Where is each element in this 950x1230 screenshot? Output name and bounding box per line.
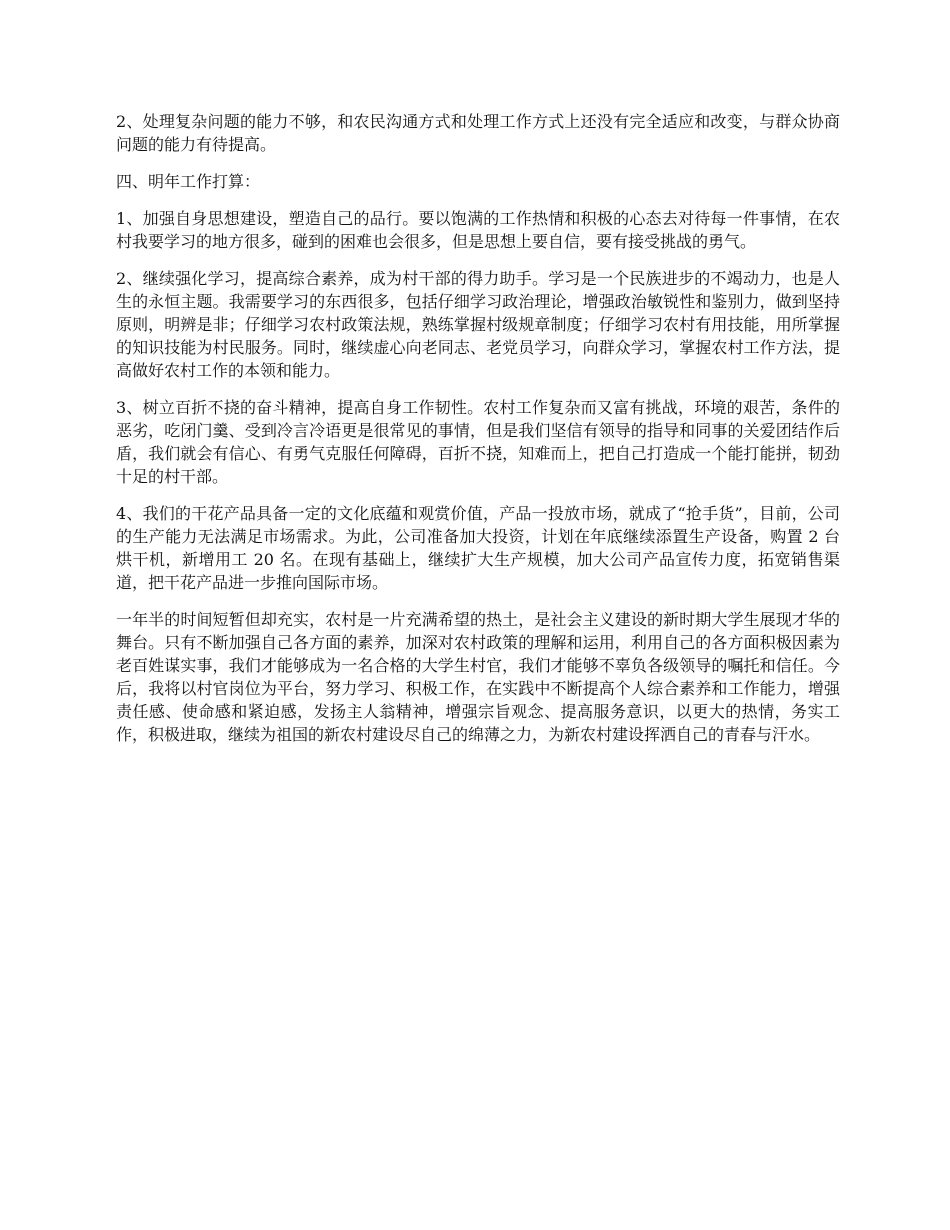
paragraph-plan-4: 4、我们的干花产品具备一定的文化底蕴和观赏价值，产品一投放市场，就成了“抢手货”，目前，公司的生产能力无法满足市场需求。为此，公司准备加大投资，计划在年底继续添置生产设备，购置 2 台烘干机，新增用工 20 名。在现有基础上，继续扩大生产规模，加大公司产品宣传力度，拓宽销售渠道，把干花产品进一步推向国际市场。 [116, 504, 840, 592]
paragraph-plan-3: 3、树立百折不挠的奋斗精神，提高自身工作韧性。农村工作复杂而又富有挑战，环境的艰苦，条件的恶劣，吃闭门羹、受到冷言冷语更是很常见的事情，但是我们坚信有领导的指导和同事的关爱团结作后盾，我们就会有信心、有勇气克服任何障碍，百折不挠，知难而上，把自己打造成一个能打能拼，韧劲十足的村干部。 [116, 398, 840, 486]
document-body [116, 110, 840, 760]
section-heading-next-year-plan: 四、明年工作打算： [116, 172, 261, 191]
paragraph-conclusion: 一年半的时间短暂但却充实，农村是一片充满希望的热土，是社会主义建设的新时期大学生展现才华的舞台。只有不断加强自己各方面的素养，加深对农村政策的理解和运用，利用自己的各方面积极因素为老百姓谋实事，我们才能够成为一名合格的大学生村官，我们才能够不辜负各级领导的嘱托和信任。今后，我将以村官岗位为平台，努力学习、积极工作，在实践中不断提高个人综合素养和工作能力，增强责任感、使命感和紧迫感，发扬主人翁精神，增强宗旨观念、提高服务意识，以更大的热情，务实工作，积极进取，继续为祖国的新农村建设尽自己的绵薄之力，为新农村建设挥洒自己的青春与汗水。 [116, 610, 840, 744]
paragraph-plan-1: 1、加强自身思想建设，塑造自己的品行。要以饱满的工作热情和积极的心态去对待每一件事情，在农村我要学习的地方很多，碰到的困难也会很多，但是思想上要自信，要有接受挑战的勇气。 [116, 209, 840, 251]
paragraph-plan-2: 2、继续强化学习，提高综合素养，成为村干部的得力助手。学习是一个民族进步的不竭动力，也是人生的永恒主题。我需要学习的东西很多，包括仔细学习政治理论，增强政治敏锐性和鉴别力，做到坚持原则，明辨是非；仔细学习农村政策法规，熟练掌握村级规章制度；仔细学习农村有用技能，用所掌握的知识技能为村民服务。同时，继续虚心向老同志、老党员学习，向群众学习，掌握农村工作方法，提高做好农村工作的本领和能力。 [116, 269, 840, 380]
paragraph-shortcoming-2: 2、处理复杂问题的能力不够，和农民沟通方式和处理工作方式上还没有完全适应和改变，与群众协商问题的能力有待提高。 [116, 112, 840, 154]
